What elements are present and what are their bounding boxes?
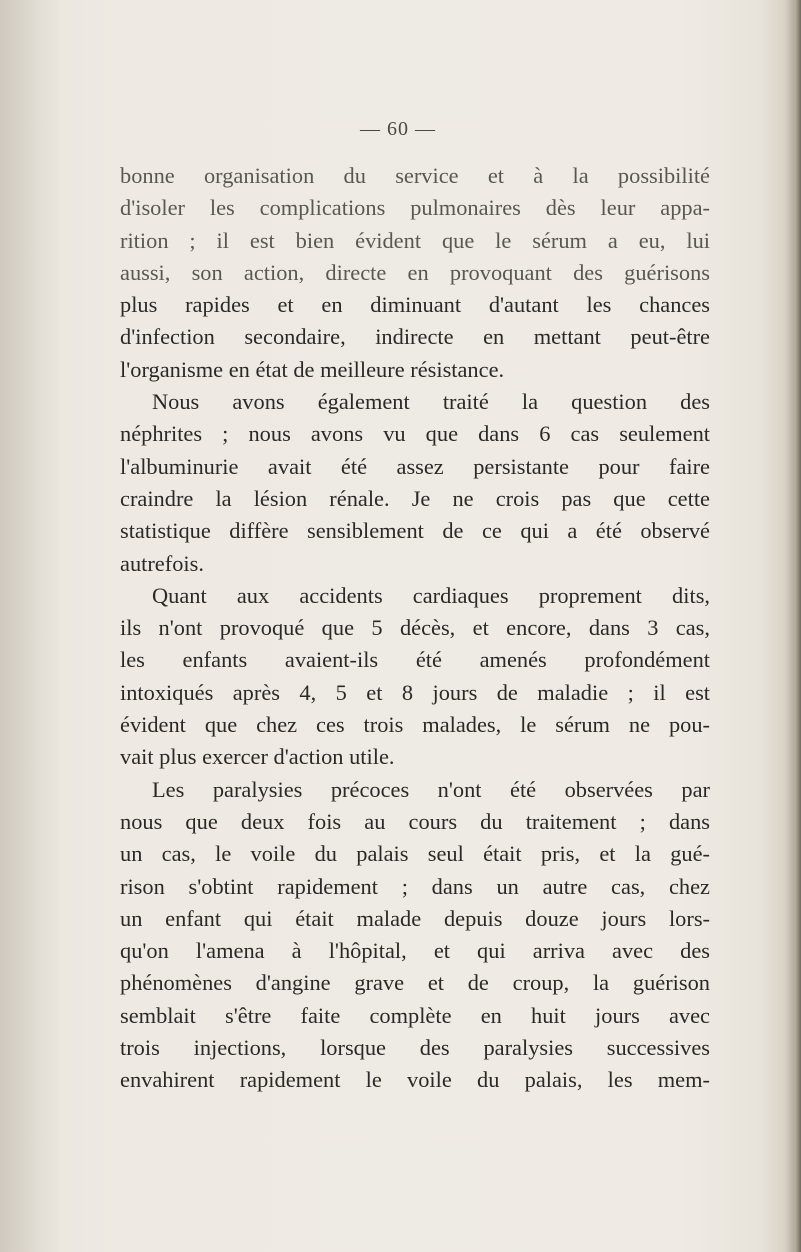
text-line: Quant aux accidents cardiaques proprement dits,	[152, 582, 710, 608]
text-line: nous que deux fois au cours du traitement ; dans	[120, 808, 710, 834]
text-line: qu'on l'amena à l'hôpital, et qui arriva avec des	[120, 938, 710, 964]
page-gutter-shadow	[0, 0, 60, 1252]
text-line: Les paralysies précoces n'ont été observées par	[152, 776, 710, 802]
text-line: Nous avons également traité la question des	[152, 389, 710, 415]
page-number: — 60 —	[360, 118, 436, 140]
text-line: rison s'obtint rapidement ; dans un autre cas, chez	[120, 873, 710, 899]
text-line: semblait s'être faite complète en huit jours avec	[120, 1002, 710, 1028]
text-line: néphrites ; nous avons vu que dans 6 cas seulement	[120, 421, 710, 447]
text-line: un cas, le voile du palais seul était pris, et la gué-	[120, 841, 710, 867]
text-line: rition ; il est bien évident que le sérum a eu, lui	[120, 227, 710, 253]
text-line: bonne organisation du service et à la possibilité	[120, 163, 710, 188]
text-line: d'isoler les complications pulmonaires dès leur appa-	[120, 195, 710, 221]
text-line: ils n'ont provoqué que 5 décès, et encore, dans 3 cas,	[120, 615, 710, 641]
text-line: autrefois.	[120, 550, 204, 576]
body-text	[120, 160, 710, 1097]
text-line: l'albuminurie avait été assez persistante pour faire	[120, 453, 710, 479]
text-line: plus rapides et en diminuant d'autant les chances	[120, 292, 710, 318]
text-line: envahirent rapidement le voile du palais, les mem-	[120, 1067, 710, 1093]
text-line: évident que chez ces trois malades, le sérum ne pou-	[120, 712, 710, 738]
text-line: vait plus exercer d'action utile.	[120, 744, 395, 770]
text-line: intoxiqués après 4, 5 et 8 jours de maladie ; il est	[120, 679, 710, 705]
page-edge	[795, 0, 801, 1252]
text-line: les enfants avaient-ils été amenés profondément	[120, 647, 710, 673]
text-line: trois injections, lorsque des paralysies successives	[120, 1035, 710, 1061]
text-line: un enfant qui était malade depuis douze jours lors-	[120, 905, 710, 931]
text-line: phénomènes d'angine grave et de croup, la guérison	[120, 970, 710, 996]
text-line: d'infection secondaire, indirecte en mettant peut-être	[120, 324, 710, 350]
text-line: l'organisme en état de meilleure résistance.	[120, 356, 505, 382]
text-line: aussi, son action, directe en provoquant des guérisons	[120, 259, 710, 285]
text-line: craindre la lésion rénale. Je ne crois pas que cette	[120, 485, 710, 511]
text-line: statistique diffère sensiblement de ce qui a été observé	[120, 518, 710, 544]
